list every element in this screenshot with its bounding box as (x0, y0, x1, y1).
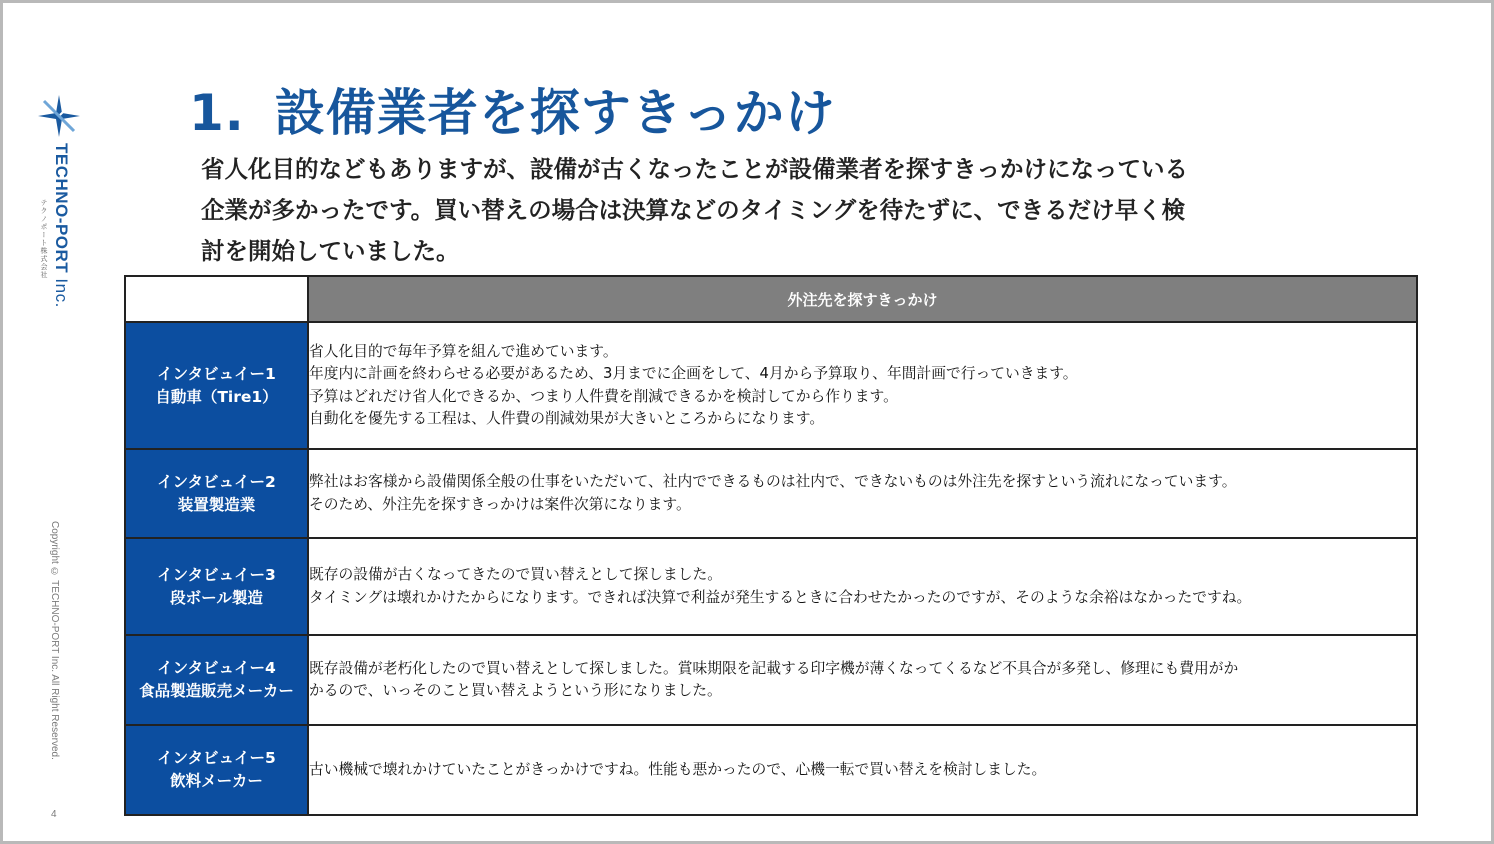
interview-table (124, 275, 1418, 816)
interviewee-industry: 食品製造販売メーカー (139, 682, 294, 700)
interviewee-label-cell (125, 538, 308, 635)
lead-line: 討を開始していました。 (201, 237, 460, 265)
answer-cell (308, 322, 1417, 449)
answer-cell (308, 725, 1417, 815)
page-number: 4 (51, 809, 57, 820)
answer-line: 古い機械で壊れかけていたことがきっかけですね。性能も悪かったので、心機一転で買い替えを検討しました。 (309, 760, 1047, 778)
slide (3, 3, 1491, 841)
interviewee-label-cell (125, 449, 308, 538)
table-corner-cell (125, 276, 308, 322)
lead-line: 省人化目的などもありますが、設備が古くなったことが設備業者を探すきっかけになっている (201, 155, 1188, 183)
answer-line: 予算はどれだけ省人化できるか、つまり人件費を削減できるかを検討してから作ります。 (309, 387, 898, 405)
answer-cell (308, 538, 1417, 635)
interviewee-industry: 段ボール製造 (170, 588, 263, 607)
interviewee-industry: 装置製造業 (177, 495, 256, 514)
copyright-notice: Copyright © TECHNO-PORT Inc. All Right Reserved. (49, 521, 60, 760)
answer-line: 既存設備が老朽化したので買い替えとして探しました。賞味期限を記載する印字機が薄くなってくるなど不具合が多発し、修理にも費用がか (309, 659, 1239, 677)
page-title (189, 73, 836, 145)
answer-line: 弊社はお客様から設備関係全般の仕事をいただいて、社内でできるものは社内で、できないものは外注先を探すという流れになっています。 (309, 473, 1237, 490)
techno-port-logo-icon (36, 93, 82, 139)
answer-line: かるので、いっそのこと買い替えようという形になりました。 (309, 682, 722, 699)
answer-line: 省人化目的で毎年予算を組んで進めています。 (309, 342, 618, 360)
brand-name (51, 143, 71, 308)
interviewee-label-cell (125, 635, 308, 725)
interviewee-label: インタビュイー2 (157, 472, 276, 491)
answer-line: 自動化を優先する工程は、人件費の削減効果が大きいところからになります。 (309, 410, 825, 427)
answer-cell (308, 449, 1417, 538)
answer-line: タイミングは壊れかけたからになります。できれば決算で利益が発生するときに合わせたかったのですが、そのような余裕はなかったですね。 (309, 588, 1252, 606)
table-row (125, 538, 1417, 635)
table-header-row (125, 276, 1417, 322)
lead-paragraph (201, 149, 1391, 272)
table-row (125, 725, 1417, 815)
interviewee-label-cell (125, 725, 308, 815)
interviewee-label: インタビュイー5 (157, 749, 276, 767)
page-title-text: 設備業者を探すきっかけ (274, 84, 836, 142)
interviewee-label: インタビュイー4 (157, 659, 276, 677)
answer-cell (308, 635, 1417, 725)
interviewee-label-cell (125, 322, 308, 449)
brand-sub-name: テクノポート株式会社 (40, 199, 48, 279)
page-title-number: 1. (189, 84, 245, 142)
answer-line: そのため、外注先を探すきっかけは案件次第になります。 (309, 495, 691, 513)
interviewee-industry: 飲料メーカー (170, 772, 263, 790)
interviewee-label: インタビュイー1 (157, 364, 276, 383)
table-row (125, 322, 1417, 449)
lead-line: 企業が多かったです。買い替えの場合は決算などのタイミングを待たずに、できるだけ早く検 (201, 196, 1186, 224)
brand-name-suffix: Inc. (52, 273, 71, 308)
interviewee-label: インタビュイー3 (157, 565, 276, 584)
answer-line: 年度内に計画を終わらせる必要があるため、3月までに企画をして、4月から予算取り、年間計画で行っていきます。 (309, 365, 1078, 382)
answer-line: 既存の設備が古くなってきたので買い替えとして探しました。 (309, 566, 722, 583)
interviewee-industry: 自動車（Tire1） (155, 387, 278, 406)
table-row (125, 449, 1417, 538)
table-row (125, 635, 1417, 725)
brand-name-main: TECHNO-PORT (52, 143, 71, 274)
table-column-header: 外注先を探すきっかけ (308, 276, 1417, 322)
